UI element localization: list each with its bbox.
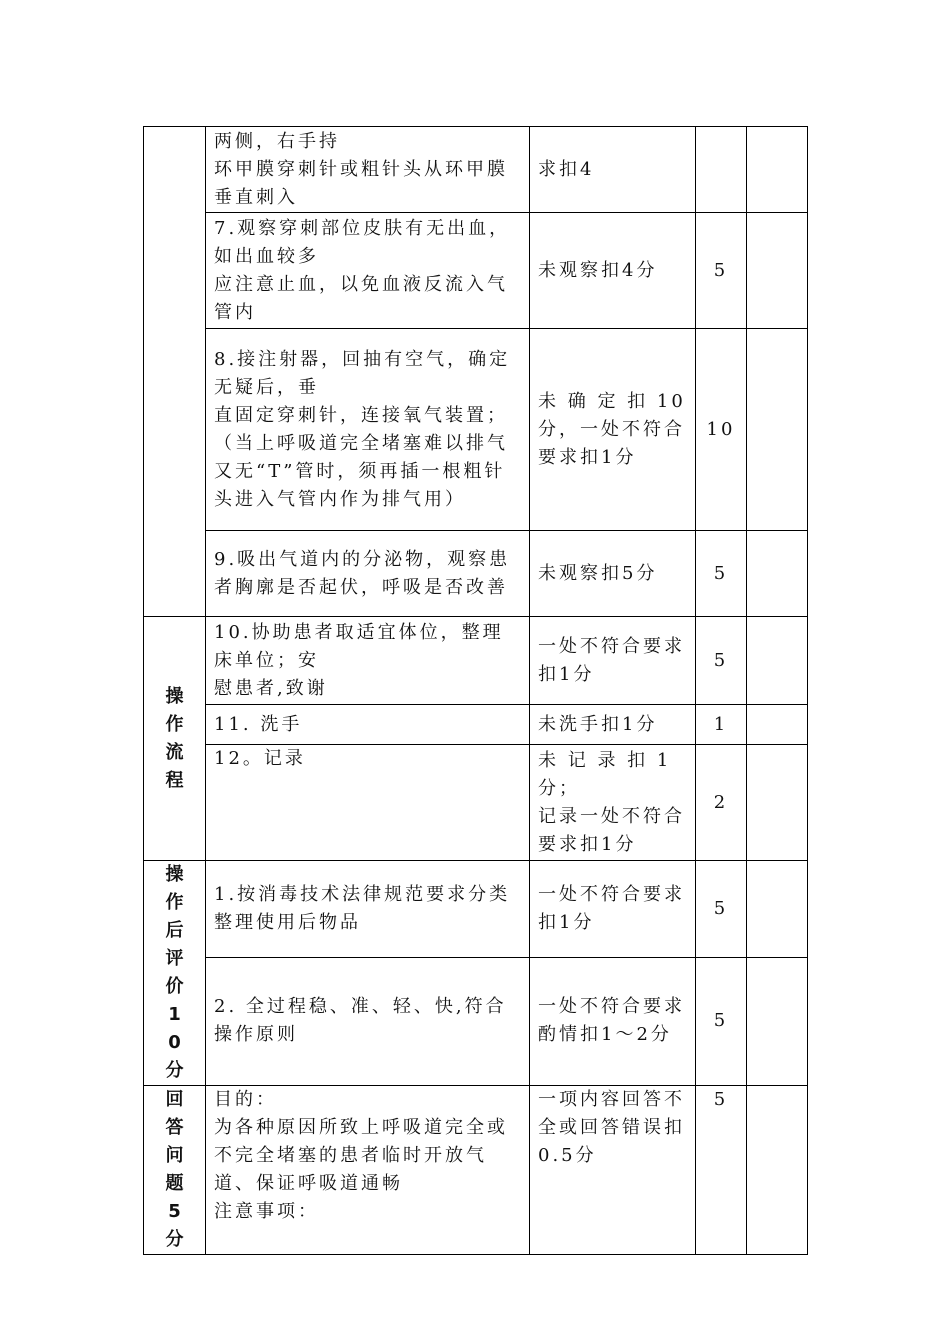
deduction-text: 未 记 录 扣 1 分；	[538, 749, 672, 799]
deduction-text: 记录一处不符合要求扣1分	[538, 805, 685, 855]
category-cell-blank	[144, 127, 206, 617]
score-cell	[747, 617, 808, 705]
deduction-text: 未观察扣4分	[538, 259, 658, 281]
score-cell	[747, 531, 808, 617]
scoring-table	[143, 126, 808, 1255]
score-cell	[747, 861, 808, 958]
deduction-cell	[530, 617, 696, 705]
points-cell: 10	[696, 329, 747, 531]
points-cell: 5	[696, 1086, 747, 1255]
deduction-cell	[530, 531, 696, 617]
deduction-text: 未观察扣5分	[538, 562, 658, 584]
category-cell	[144, 861, 206, 1086]
deduction-text: 求扣4	[538, 158, 595, 180]
points-cell: 5	[696, 861, 747, 958]
table-row	[144, 329, 808, 531]
step-text: 11. 洗手	[214, 713, 303, 735]
score-cell	[747, 745, 808, 861]
step-text: 注意事项：	[214, 1201, 319, 1222]
score-cell	[747, 127, 808, 213]
step-text: 1.按消毒技术法律规范要求分类整理使用后物品	[214, 883, 511, 933]
score-cell	[747, 957, 808, 1085]
deduction-cell	[530, 127, 696, 213]
step-text: 环甲膜穿刺针或粗针头从环甲膜垂直刺入	[214, 158, 508, 208]
deduction-text: 一处不符合要求酌情扣1～2分	[538, 996, 685, 1046]
step-cell	[206, 329, 530, 531]
points-cell: 5	[696, 531, 747, 617]
step-text: 12。记录	[214, 748, 306, 769]
deduction-text: 一处不符合要求扣1分	[538, 883, 685, 933]
score-cell	[747, 1086, 808, 1255]
category-label: 回答问题5分	[165, 1089, 184, 1250]
deduction-text: 未 确 定 扣 10 分，一处不符合要求扣1分	[538, 390, 686, 468]
deduction-text: 一处不符合要求扣1分	[538, 635, 685, 685]
table-row	[144, 957, 808, 1085]
category-cell	[144, 617, 206, 861]
step-cell	[206, 745, 530, 861]
score-cell	[747, 329, 808, 531]
table-row	[144, 705, 808, 745]
points-cell: 5	[696, 957, 747, 1085]
step-cell	[206, 861, 530, 958]
step-cell	[206, 213, 530, 329]
step-cell	[206, 617, 530, 705]
table-row	[144, 861, 808, 958]
category-label: 操作后评价10分	[165, 864, 184, 1081]
score-cell	[747, 705, 808, 745]
deduction-text: 一项内容回答不全或回答错误扣0.5分	[538, 1089, 685, 1166]
category-label: 操作流程	[165, 685, 184, 791]
deduction-cell	[530, 213, 696, 329]
step-text: 8.接注射器，回抽有空气，确定无疑后，垂	[214, 348, 511, 398]
step-text: 两侧，右手持	[214, 130, 340, 152]
step-cell	[206, 127, 530, 213]
deduction-cell	[530, 1086, 696, 1255]
step-text: 7.观察穿刺部位皮肤有无出血，如出血较多	[214, 217, 511, 267]
deduction-text: 未洗手扣1分	[538, 713, 658, 735]
step-text: 为各种原因所致上呼吸道完全或不完全堵塞的患者临时开放气道、保证呼吸道通畅	[214, 1117, 508, 1194]
table-row	[144, 127, 808, 213]
step-cell	[206, 705, 530, 745]
table-row	[144, 213, 808, 329]
points-cell	[696, 127, 747, 213]
category-cell	[144, 1086, 206, 1255]
deduction-cell	[530, 745, 696, 861]
points-cell: 1	[696, 705, 747, 745]
step-cell	[206, 957, 530, 1085]
step-text: 目的：	[214, 1089, 277, 1110]
points-cell: 5	[696, 213, 747, 329]
points-cell: 2	[696, 745, 747, 861]
step-cell	[206, 1086, 530, 1255]
step-text: 直固定穿刺针，连接氧气装置；（当上呼吸道完全堵塞难以排气又无“T”管时，须再插一根粗针头进入气管内作为排气用）	[214, 404, 508, 510]
step-text: 10.协助患者取适宜体位，整理床单位；安	[214, 621, 504, 671]
step-text: 9.吸出气道内的分泌物，观察患者胸廓是否起伏，呼吸是否改善	[214, 548, 511, 598]
table-row	[144, 531, 808, 617]
score-cell	[747, 213, 808, 329]
step-text: 应注意止血，以免血液反流入气管内	[214, 273, 508, 323]
table-row	[144, 1086, 808, 1255]
table-row	[144, 745, 808, 861]
deduction-cell	[530, 957, 696, 1085]
points-cell: 5	[696, 617, 747, 705]
deduction-cell	[530, 861, 696, 958]
step-cell	[206, 531, 530, 617]
step-text: 2. 全过程稳、准、轻、快,符合操作原则	[214, 996, 507, 1046]
table-row	[144, 617, 808, 705]
deduction-cell	[530, 705, 696, 745]
deduction-cell	[530, 329, 696, 531]
step-text: 慰患者,致谢	[214, 677, 328, 699]
